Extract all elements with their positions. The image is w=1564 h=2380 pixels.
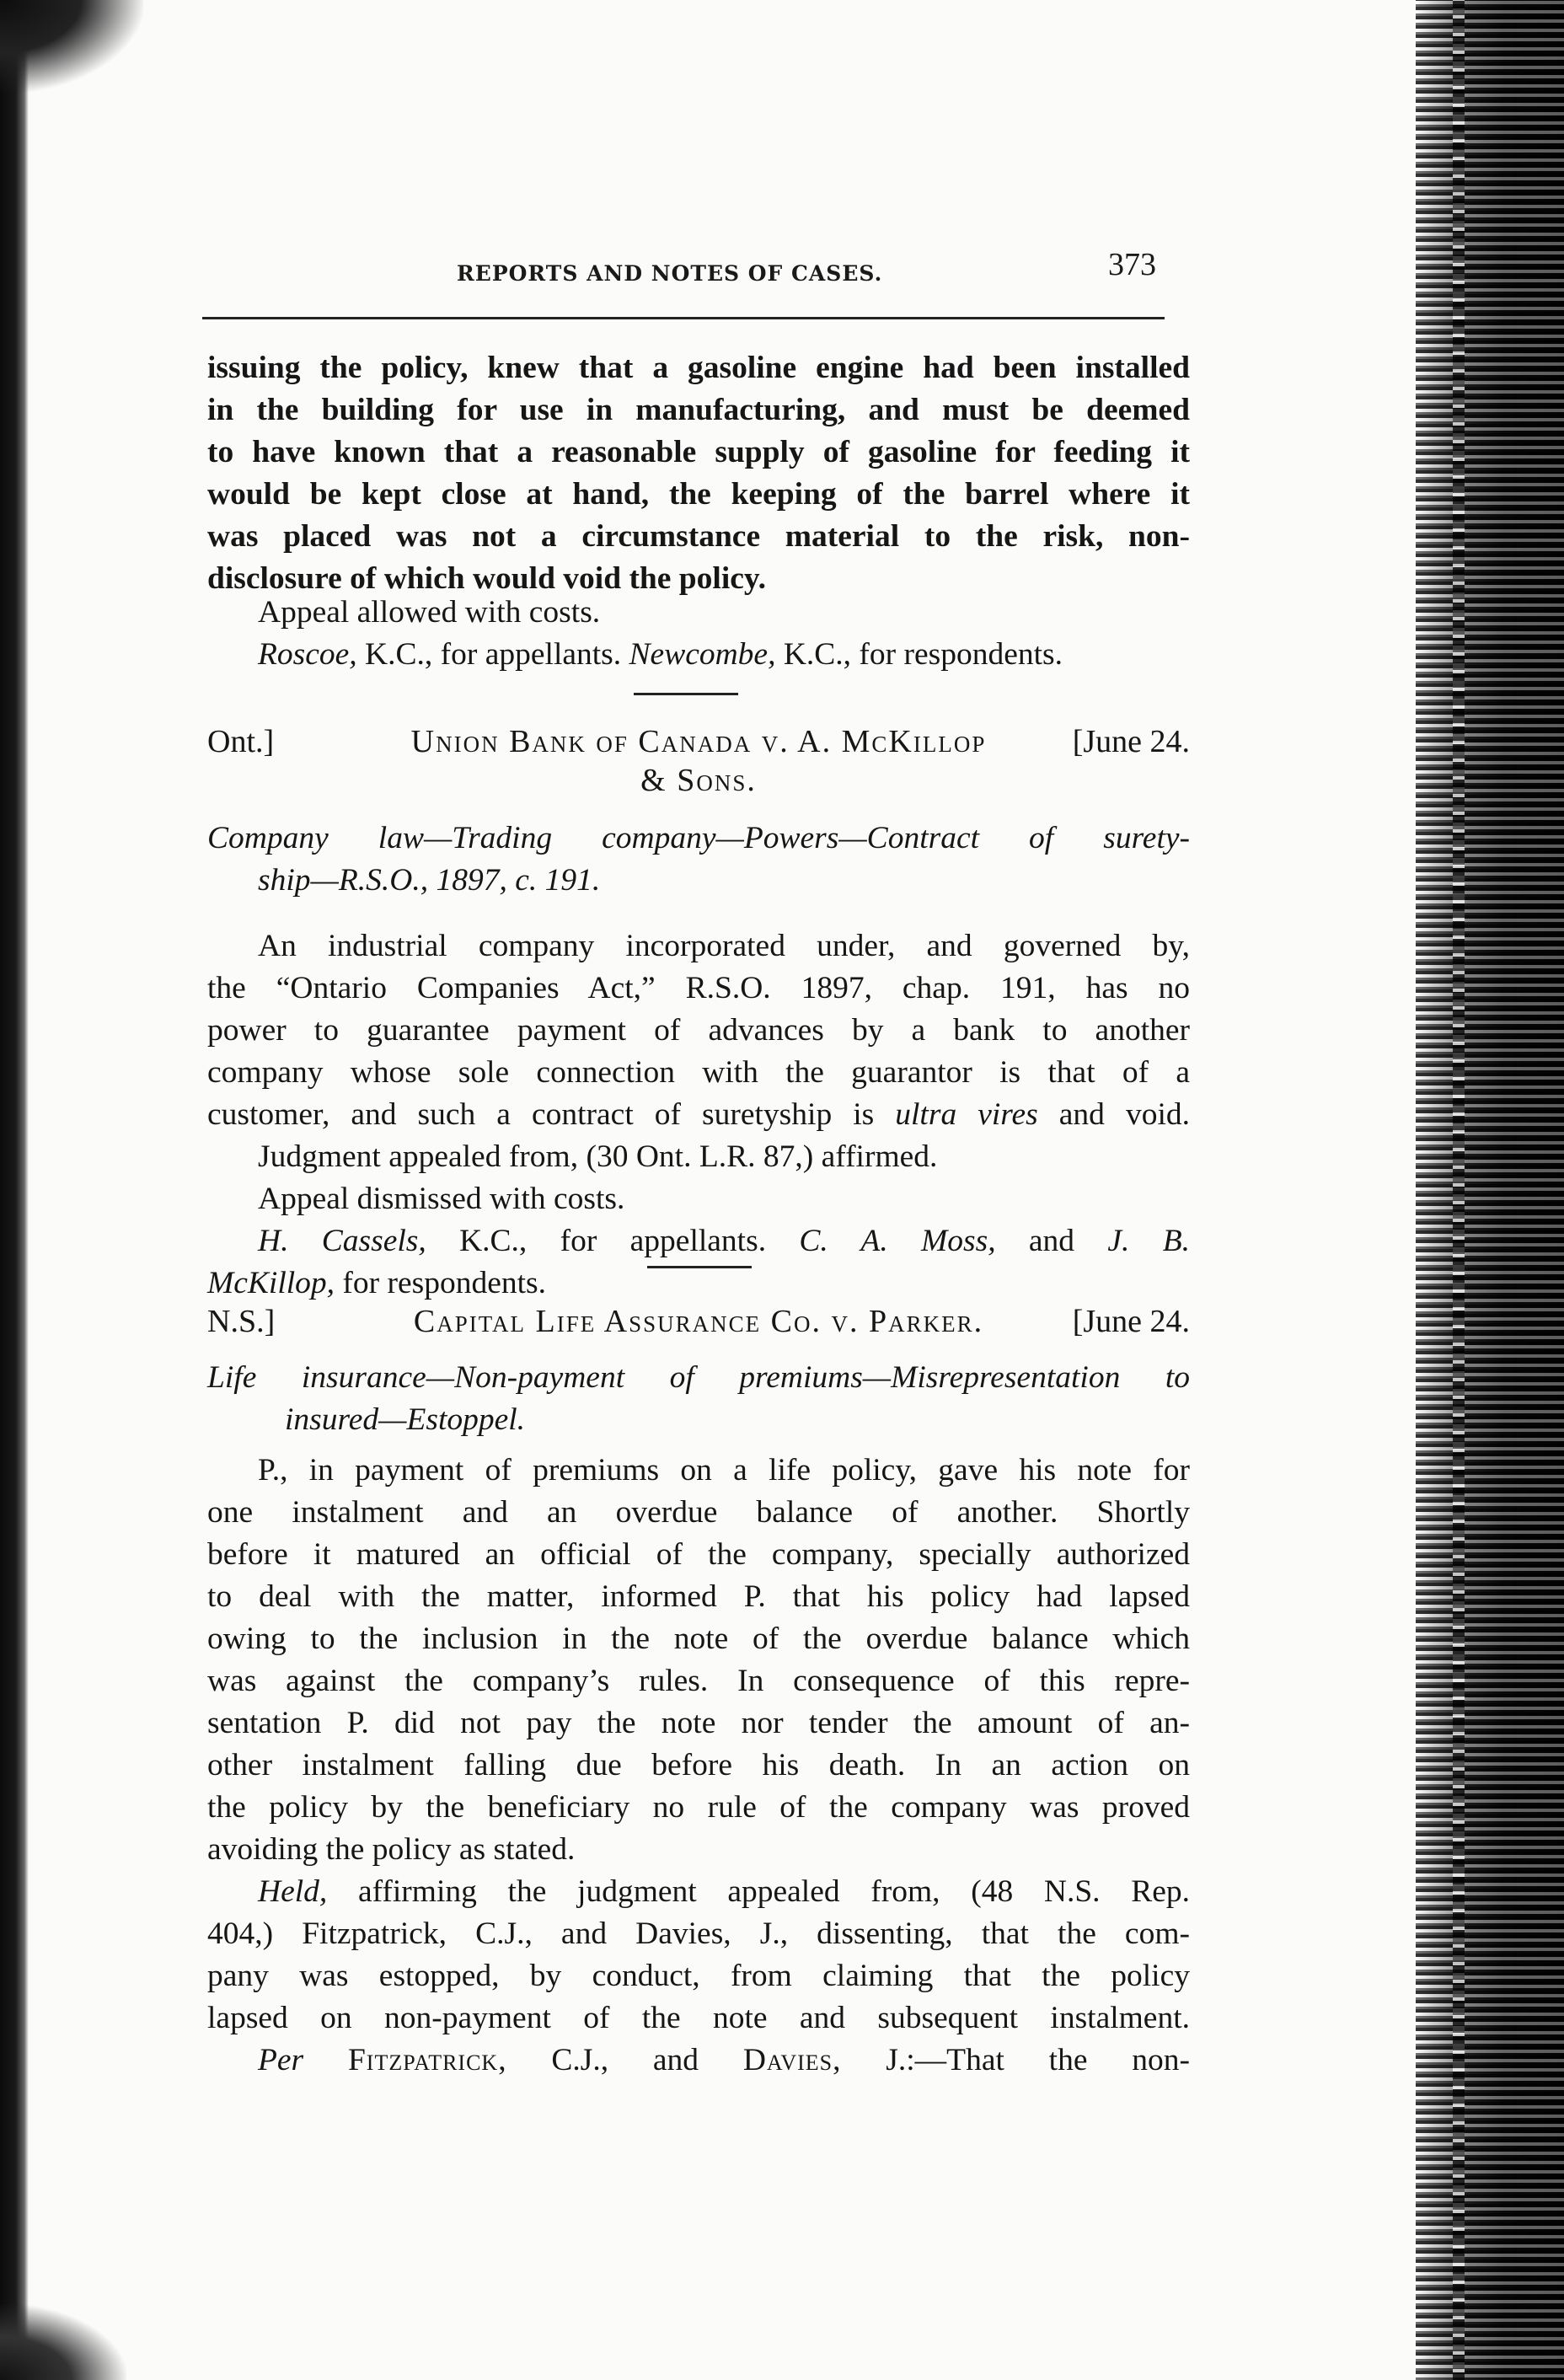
text-line: sentation P. did not pay the note nor tender the amount of an-	[207, 1706, 1190, 1740]
header-rule	[202, 317, 1165, 319]
judge-name: Fitzpatrick,	[347, 2043, 507, 2077]
page-header	[207, 246, 1165, 288]
counsel-line	[207, 634, 1190, 676]
text-line: was against the company’s rules. In consequence of this repre-	[207, 1664, 1190, 1698]
counsel-text: K.C., for appellants.	[426, 1224, 800, 1258]
counsel-name: H. Cassels,	[258, 1224, 426, 1258]
text-line: company whose sole connection with the guarantor is that of a	[207, 1055, 1190, 1090]
text-line: issuing the policy, knew that a gasoline engine had been installed	[207, 351, 1190, 385]
running-head: REPORTS AND NOTES OF CASES.	[457, 261, 883, 286]
case-body	[207, 925, 1190, 1305]
counsel-line	[207, 1262, 1190, 1305]
text-segment: and void.	[1037, 1097, 1190, 1132]
headnote-line: insured—Estoppel.	[285, 1402, 526, 1437]
case-heading	[207, 1303, 1190, 1350]
judge-name: Davies,	[742, 2043, 842, 2077]
text-line: power to guarantee payment of advances by a bank to another	[207, 1013, 1190, 1048]
counsel-name: C. A. Moss,	[799, 1224, 996, 1258]
court-label: Ont.]	[207, 724, 275, 759]
text-line: disclosure of which would void the policy.	[207, 561, 766, 596]
counsel-text: K.C., for respondents.	[775, 637, 1063, 672]
text-line: to have known that a reasonable supply of gasoline for feeding it	[207, 435, 1190, 469]
text-line: lapsed on non-payment of the note and subsequent instalment.	[207, 2001, 1190, 2035]
counsel-name: J. B.	[1107, 1224, 1191, 1258]
court-label: N.S.]	[207, 1304, 276, 1339]
text-segment: C.J., and	[506, 2043, 743, 2077]
case-separator	[647, 1266, 752, 1268]
text-line: before it matured an official of the company, specially authorized	[207, 1537, 1190, 1572]
scan-shadow-bottom-left	[0, 2304, 126, 2380]
text-line: avoiding the policy as stated.	[207, 1832, 576, 1867]
appeal-result: Appeal dismissed with costs.	[258, 1182, 625, 1216]
case-body	[207, 1450, 1190, 2082]
text-line: to deal with the matter, informed P. that his policy had lapsed	[207, 1579, 1190, 1614]
previous-case-disposition	[207, 592, 1190, 676]
text-segment: customer, and such a contract of suretyship is	[207, 1097, 896, 1132]
text-segment: affirming the judgment appealed from, (48 N.S. Rep.	[327, 1874, 1190, 1909]
previous-case-text	[207, 347, 1190, 600]
text-line: in the building for use in manufacturing, and must be deemed	[207, 393, 1190, 427]
case-date: [June 24.	[1072, 724, 1190, 759]
text-line: An industrial company incorporated under, and governed by,	[258, 929, 1190, 963]
counsel-line	[207, 1220, 1190, 1262]
latin-term: ultra vires	[895, 1097, 1038, 1132]
case-title-continued: & Sons.	[640, 763, 757, 798]
scan-edge-left	[0, 0, 29, 2380]
case-headnote	[207, 1357, 1190, 1441]
scan-edge-right	[1416, 0, 1564, 2380]
text-line: other instalment falling due before his death. In an action on	[207, 1748, 1190, 1782]
case-headnote	[207, 817, 1190, 902]
text-segment: J.:—That the non-	[841, 2043, 1190, 2077]
appeal-result: Appeal allowed with costs.	[258, 595, 601, 630]
counsel-text: for respondents.	[335, 1266, 547, 1300]
page-number: 373	[1108, 247, 1156, 282]
held-word: Held,	[258, 1874, 328, 1909]
text-line: one instalment and an overdue balance of another. Shortly	[207, 1495, 1190, 1530]
text-line	[207, 1094, 1190, 1136]
counsel-name: Newcombe,	[629, 637, 776, 672]
scan-edge-stripe	[1453, 0, 1465, 2380]
case-heading	[207, 723, 1190, 816]
case-title: Union Bank of Canada v. A. McKillop	[410, 724, 987, 759]
text-line: the “Ontario Companies Act,” R.S.O. 1897, chap. 191, has no	[207, 971, 1190, 1005]
counsel-name: McKillop,	[207, 1266, 335, 1300]
counsel-name: Roscoe,	[258, 637, 357, 672]
text-line: was placed was not a circumstance material to the risk, non-	[207, 519, 1190, 554]
headnote-line: Life insurance—Non-payment of premiums—Misrepresentation to	[207, 1360, 1190, 1395]
per-line	[207, 2040, 1190, 2082]
text-line: pany was estopped, by conduct, from claiming that the policy	[207, 1959, 1190, 1993]
scan-shadow-top-left	[0, 0, 143, 93]
case-date: [June 24.	[1072, 1304, 1190, 1339]
judgment-line: Judgment appealed from, (30 Ont. L.R. 87,) affirmed.	[258, 1139, 938, 1174]
counsel-text: K.C., for appellants.	[356, 637, 629, 672]
text-line: the policy by the beneficiary no rule of the company was proved	[207, 1790, 1190, 1825]
per-word: Per	[258, 2043, 304, 2077]
counsel-text: and	[995, 1224, 1108, 1258]
headnote-line: ship—R.S.O., 1897, c. 191.	[258, 863, 601, 898]
case-title: Capital Life Assurance Co. v. Parker.	[413, 1304, 984, 1339]
text-line: would be kept close at hand, the keeping of the barrel where it	[207, 477, 1190, 512]
headnote-line: Company law—Trading company—Powers—Contract of surety-	[207, 821, 1190, 855]
text-line: 404,) Fitzpatrick, C.J., and Davies, J., dissenting, that the com-	[207, 1916, 1190, 1951]
held-line	[207, 1871, 1190, 1913]
text-line: owing to the inclusion in the note of the overdue balance which	[207, 1622, 1190, 1656]
text-line: P., in payment of premiums on a life policy, gave his note for	[258, 1453, 1190, 1488]
case-separator	[634, 693, 738, 695]
